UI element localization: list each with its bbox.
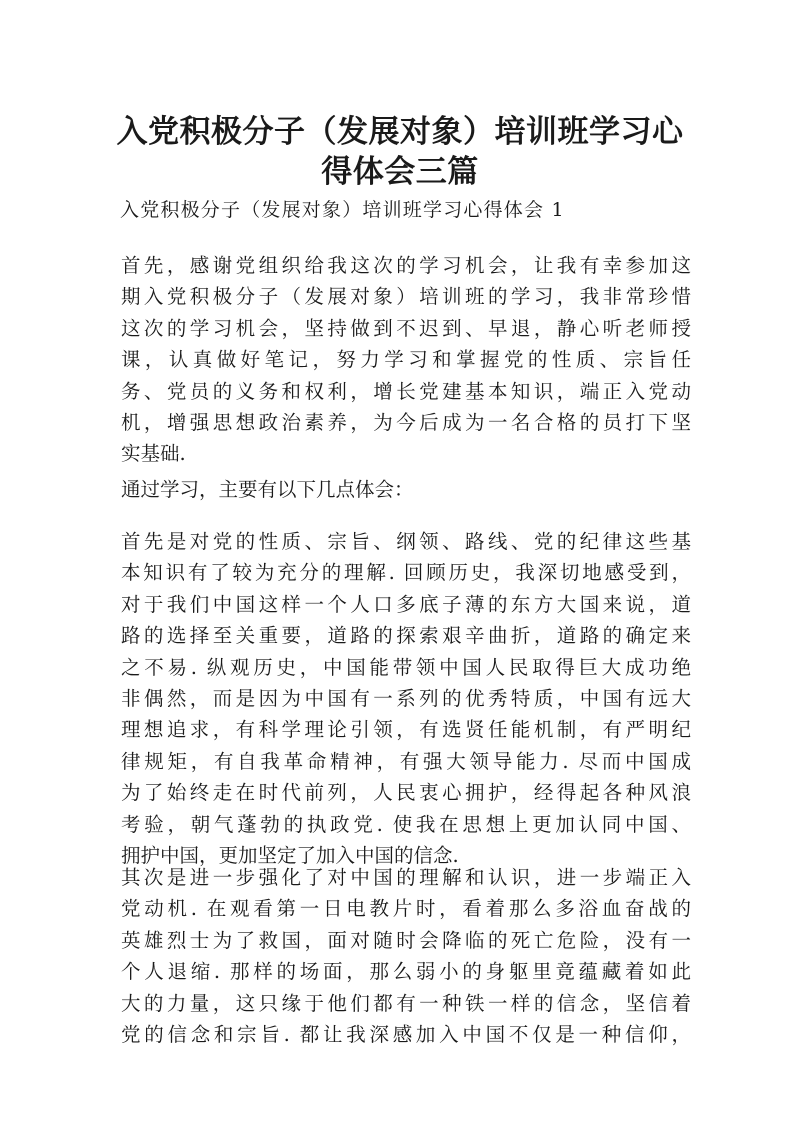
paragraph-3 <box>121 526 691 871</box>
text-line: 非偶然，而是因为中国有一系列的优秀特质，中国有远大 <box>121 687 691 711</box>
text-line: 党的信念和宗旨. 都让我深感加入中国不仅是一种信仰， <box>121 1023 691 1047</box>
text-line: 党动机. 在观看第一日电教片时，看着那么多浴血奋战的 <box>121 897 691 921</box>
text-line: 考验，朝气蓬勃的执政党. 使我在思想上更加认同中国、 <box>121 812 691 836</box>
text-line: 首先，感谢党组织给我这次的学习机会，让我有幸参加这 <box>121 254 691 277</box>
paragraph-2 <box>121 474 691 505</box>
text-line: 首先是对党的性质、宗旨、纲领、路线、党的纪律这些基 <box>121 530 691 553</box>
text-line: 大的力量，这只缘于他们都有一种铁一样的信念，坚信着 <box>121 991 691 1015</box>
document-title <box>100 112 700 192</box>
text-line: 英雄烈士为了救国，面对随时会降临的死亡危险，没有一 <box>121 928 691 952</box>
text-line: 实基础. <box>121 442 186 466</box>
text-line: 本知识有了较为充分的理解. 回顾历史，我深切地感受到， <box>121 561 691 585</box>
text-line: 路的选择至关重要，道路的探索艰辛曲折，道路的确定来 <box>121 624 691 648</box>
text-line: 为了始终走在时代前列，人民衷心拥护，经得起各种风浪 <box>121 781 691 805</box>
text-line: 个人退缩. 那样的场面，那么弱小的身躯里竟蕴藏着如此 <box>121 960 691 984</box>
text-line: 对于我们中国这样一个人口多底子薄的东方大国来说，道 <box>121 592 691 616</box>
text-line: 拥护中国，更加坚定了加入中国的信念. <box>121 844 459 868</box>
title-line: 入党积极分子（发展对象）培训班学习心 <box>116 114 684 150</box>
text-line: 机，增强思想政治素养，为今后成为一名合格的员打下坚 <box>121 411 691 435</box>
document-subtitle: 入党积极分子（发展对象）培训班学习心得体会 1 <box>120 199 565 221</box>
text-line: 之不易. 纵观历史，中国能带领中国人民取得巨大成功绝 <box>121 655 691 679</box>
paragraph-4 <box>121 862 691 1050</box>
text-line: 律规矩，有自我革命精神，有强大领导能力. 尽而中国成 <box>121 749 691 773</box>
text-line: 其次是进一步强化了对中国的理解和认识，进一步端正入 <box>121 866 691 889</box>
text-line: 这次的学习机会，坚持做到不迟到、早退，静心听老师授 <box>121 316 691 340</box>
text-line: 期入党积极分子（发展对象）培训班的学习，我非常珍惜 <box>121 285 691 309</box>
text-line: 理想追求，有科学理论引领，有选贤任能机制，有严明纪 <box>121 718 691 742</box>
paragraph-1 <box>121 250 691 470</box>
title-line: 得体会三篇 <box>321 154 479 190</box>
text-line: 通过学习，主要有以下几点体会： <box>121 478 414 501</box>
text-line: 课，认真做好笔记，努力学习和掌握党的性质、宗旨任 <box>121 348 691 372</box>
text-line: 务、党员的义务和权利，增长党建基本知识，端正入党动 <box>121 379 691 403</box>
